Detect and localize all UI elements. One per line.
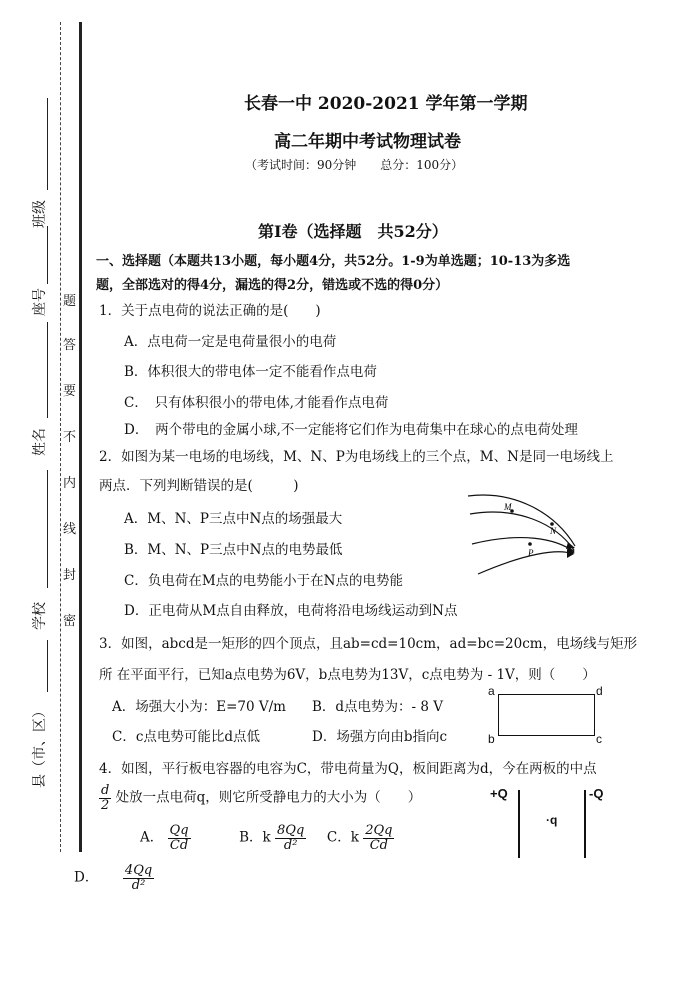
- q1-option-d: D． 两个带电的金属小球,不一定能将它们作为电荷集中在球心的点电荷处理: [124, 422, 578, 438]
- seal-char: 封: [63, 568, 77, 583]
- q4-option-d-fraction: [123, 864, 154, 892]
- q3-stem-2: 所 在平面平行，已知a点电势为6V，b点电势为13V，c点电势为 - 1V，则（ ）: [99, 667, 596, 683]
- section-instructions-2: 题，全部选对的得4分，漏选的得2分，错选或不选的得0分）: [96, 278, 449, 293]
- q3-option-d: D．场强方向由b指向c: [312, 729, 448, 745]
- q4-point-charge: ·q: [546, 813, 558, 827]
- q3-rectangle: [498, 694, 595, 736]
- q4-label-plus-q: +Q: [490, 786, 508, 801]
- school-underline[interactable]: [47, 470, 48, 588]
- county-underline[interactable]: [47, 640, 48, 692]
- q3-label-d: d: [596, 684, 603, 698]
- section-title: 第Ⅰ卷（选择题 共52分）: [258, 222, 448, 241]
- q4-option-c-label: C．k: [326, 829, 359, 846]
- q3-label-b: b: [488, 732, 495, 746]
- seal-char: 答: [63, 338, 77, 353]
- seal-char: 不: [63, 430, 77, 445]
- q4-option-d-label: D．: [74, 869, 99, 886]
- class-label: 班级: [32, 200, 48, 228]
- name-label: 姓名: [32, 428, 48, 456]
- fraction-denominator: Cd: [169, 837, 189, 853]
- seat-label: 座号: [32, 288, 48, 316]
- fraction-denominator: d²: [131, 877, 146, 893]
- seal-char: 题: [63, 294, 77, 309]
- q1-option-a: A．点电荷一定是电荷量很小的电荷: [124, 334, 337, 350]
- q1-stem: 1．关于点电荷的说法正确的是( ): [99, 303, 321, 319]
- q3-option-b: B．d点电势为：- 8 V: [312, 699, 444, 715]
- seal-char: 线: [63, 522, 77, 537]
- q4-right-plate: [584, 790, 586, 858]
- q2-field-line-figure: [460, 488, 585, 586]
- fraction-numerator: d: [101, 783, 110, 798]
- county-label: 县（市、区）: [32, 704, 48, 788]
- q4-option-c-fraction: [363, 824, 394, 852]
- field-line: [478, 552, 573, 574]
- q3-stem-1: 3．如图，abcd是一矩形的四个顶点，且ab=cd=10cm，ad=bc=20cm，电场线与矩形: [99, 636, 638, 652]
- seal-char: 内: [63, 476, 77, 491]
- binding-line-solid: [79, 22, 82, 852]
- q3-option-c: C．c点电势可能比d点低: [112, 729, 261, 745]
- section-instructions-1: 一、选择题（本题共13小题，每小题4分，共52分。1-9为单选题；10-13为多选: [96, 254, 571, 269]
- q4-option-b-label: B．k: [239, 829, 271, 846]
- label-p: P: [528, 548, 534, 558]
- q1-option-b: B．体积很大的带电体一定不能看作点电荷: [124, 364, 377, 380]
- fraction-numerator: 4Qq: [124, 863, 153, 878]
- field-line: [468, 495, 575, 546]
- q4-stem-2-row: [99, 784, 421, 812]
- seat-underline[interactable]: [47, 226, 48, 284]
- q4-option-a-fraction: [168, 824, 191, 852]
- q4-stem-2: 处放一点电荷q，则它所受静电力的大小为（ ）: [115, 789, 422, 806]
- exam-title-line2: 高二年期中考试物理试卷: [274, 132, 461, 152]
- label-n: N: [550, 526, 557, 536]
- fraction-denominator: d²: [283, 837, 298, 853]
- q2-option-c: C．负电荷在M点的电势能小于在N点的电势能: [124, 573, 403, 589]
- field-line: [470, 512, 574, 550]
- seal-char: 密: [63, 614, 77, 629]
- q4-option-b-fraction: [275, 824, 306, 852]
- fraction-denominator: Cd: [369, 837, 388, 853]
- q2-option-b: B．M、N、P三点中N点的电势最低: [124, 542, 343, 558]
- seal-char: 要: [63, 384, 77, 399]
- q1-option-c: C． 只有体积很小的带电体,才能看作点电荷: [124, 395, 389, 411]
- point-p: [528, 542, 532, 546]
- q2-option-a: A．M、N、P三点中N点的场强最大: [124, 511, 343, 527]
- q4-half-fraction: [99, 784, 111, 812]
- cut-line-dashed: [60, 22, 61, 852]
- q2-option-d: D．正电荷从M点自由释放，电荷将沿电场线运动到N点: [124, 603, 458, 619]
- class-underline[interactable]: [47, 98, 48, 190]
- exam-info: （考试时间：90分钟 总分：100分）: [245, 158, 464, 172]
- q4-options-row: [140, 824, 394, 852]
- q2-stem-2: 两点．下列判断错误的是( ): [99, 478, 299, 494]
- fraction-numerator: 2Qq: [365, 823, 393, 838]
- fraction-numerator: Qq: [169, 823, 189, 838]
- q4-option-d-row: [74, 864, 154, 892]
- q4-label-minus-q: -Q: [589, 786, 604, 801]
- q4-left-plate: [518, 790, 520, 858]
- fraction-denominator: 2: [101, 797, 110, 813]
- exam-title-line1: 长春一中 2020-2021 学年第一学期: [244, 94, 528, 114]
- q3-label-a: a: [488, 684, 495, 698]
- q4-stem-1: 4．如图，平行板电容器的电容为C，带电荷量为Q，板间距离为d，今在两板的中点: [99, 761, 597, 777]
- q2-stem-1: 2．如图为某一电场的电场线，M、N、P为电场线上的三个点，M、N是同一电场线上: [99, 449, 614, 465]
- field-line: [472, 538, 574, 552]
- fraction-numerator: 8Qq: [277, 823, 305, 838]
- school-label: 学校: [32, 602, 48, 630]
- q3-option-a: A．场强大小为：E=70 V/m: [112, 699, 286, 715]
- label-m: M: [504, 502, 512, 512]
- q3-label-c: c: [596, 732, 602, 746]
- q4-option-a-label: A．: [140, 829, 164, 846]
- name-underline[interactable]: [47, 322, 48, 418]
